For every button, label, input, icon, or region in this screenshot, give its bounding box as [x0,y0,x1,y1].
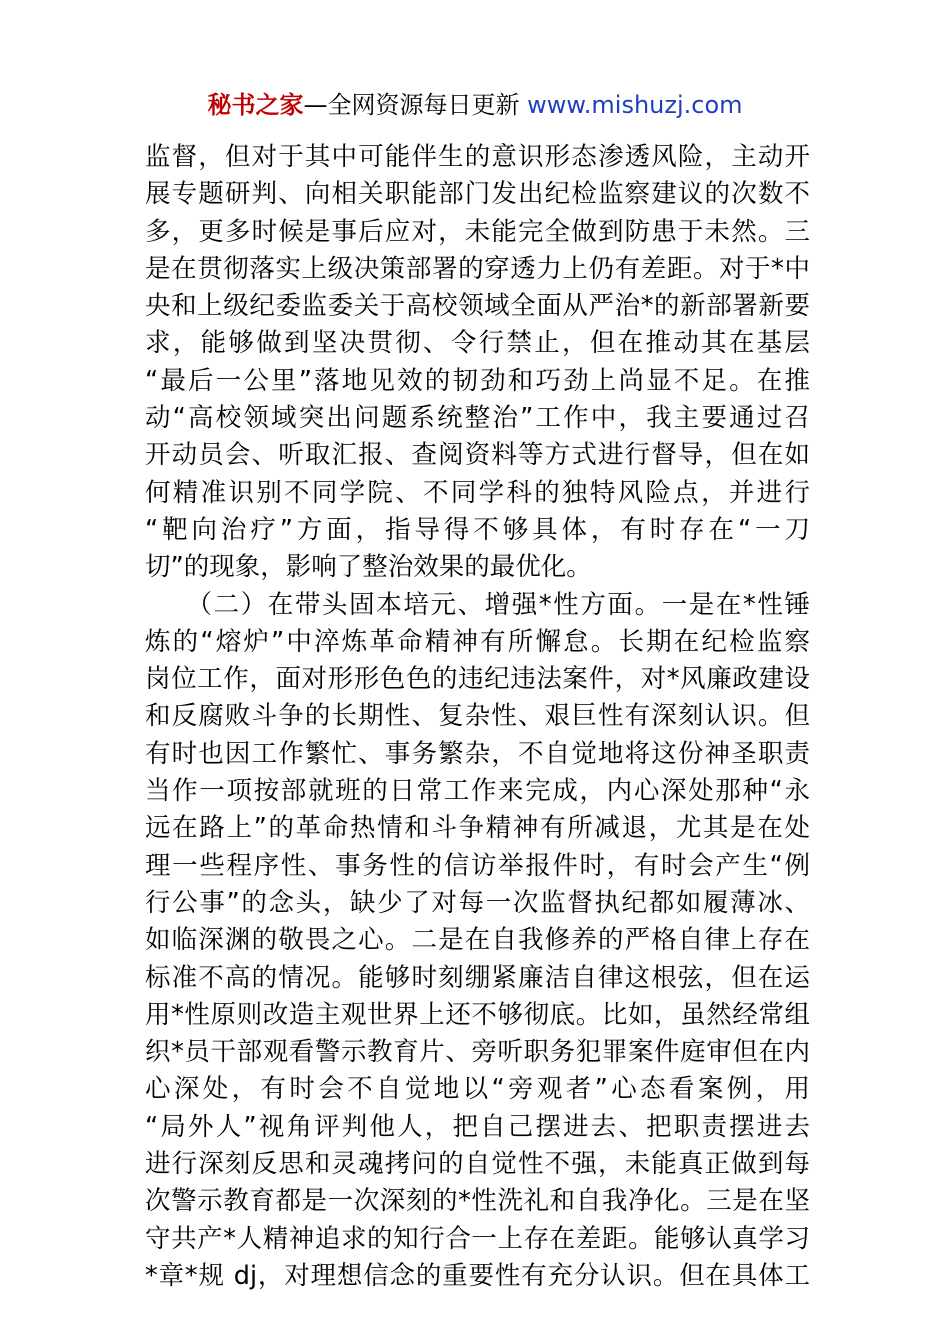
text-line: 远在路上”的革命热情和斗争精神有所减退，尤其是在处 [145,813,810,844]
text-line: 开动员会、听取汇报、查阅资料等方式进行督导，但在如 [145,440,810,471]
text-line: 多，更多时候是事后应对，未能完全做到防患于未然。三 [145,216,810,247]
text-line: 有时也因工作繁忙、事务繁杂，不自觉地将这份神圣职责 [145,738,810,769]
text-line: 监督，但对于其中可能伴生的意识形态渗透风险，主动开 [145,142,810,172]
text-line: 行公事”的念头，缺少了对每一次监督执纪都如履薄冰、 [145,887,810,918]
text-line: “局外人”视角评判他人，把自己摆进去、把职责摆进去 [145,1111,810,1142]
text-line: 次警示教育都是一次深刻的*性洗礼和自我净化。三是在坚 [145,1186,810,1217]
brand-name: 秘书之家 [207,91,304,119]
text-line: 动“高校领域突出问题系统整治”工作中，我主要通过召 [145,403,810,434]
text-line: 切”的现象，影响了整治效果的最优化。 [145,552,592,583]
text-line: （二）在带头固本培元、增强*性方面。一是在*性锤 [145,589,810,620]
site-url-link[interactable]: www.mishuzj.com [527,91,743,119]
text-line: 织*员干部观看警示教育片、旁听职务犯罪案件庭审但在内 [145,1037,810,1068]
text-line: 心深处，有时会不自觉地以“旁观者”心态看案例，用 [145,1074,810,1105]
text-line: 炼的“熔炉”中淬炼革命精神有所懈怠。长期在纪检监察 [145,626,810,657]
text-line: 进行深刻反思和灵魂拷问的自觉性不强，未能真正做到每 [145,1149,810,1180]
text-line: 是在贯彻落实上级决策部署的穿透力上仍有差距。对于*中 [145,253,810,284]
header-tagline: —全网资源每日更新 [303,91,528,119]
text-line: “靶向治疗”方面，指导得不够具体，有时存在“一刀 [145,514,810,545]
text-line: 当作一项按部就班的日常工作来完成，内心深处那种“永 [145,776,810,807]
text-line: *章*规 dj，对理想信念的重要性有充分认识。但在具体工 [145,1260,810,1291]
site-header [0,88,950,122]
text-line: 理一些程序性、事务性的信访举报件时，有时会产生“例 [145,850,810,881]
text-line: 展专题研判、向相关职能部门发出纪检监察建议的次数不 [145,179,810,210]
text-line: 用*性原则改造主观世界上还不够彻底。比如，虽然经常组 [145,999,810,1030]
text-line: 央和上级纪委监委关于高校领域全面从严治*的新部署新要 [145,291,810,322]
text-line: 守共产*人精神追求的知行合一上存在差距。能够认真学习 [145,1223,810,1254]
text-line: 求，能够做到坚决贯彻、令行禁止，但在推动其在基层 [145,328,810,359]
text-line: 岗位工作，面对形形色色的违纪违法案件，对*风廉政建设 [145,664,810,695]
text-line: 何精准识别不同学院、不同学科的独特风险点，并进行 [145,477,810,508]
text-line: 如临深渊的敬畏之心。二是在自我修养的严格自律上存在 [145,925,810,956]
text-line: 和反腐败斗争的长期性、复杂性、艰巨性有深刻认识。但 [145,701,810,732]
document-body [145,139,810,1295]
text-line: 标准不高的情况。能够时刻绷紧廉洁自律这根弦，但在运 [145,962,810,993]
text-line: “最后一公里”落地见效的韧劲和巧劲上尚显不足。在推 [145,365,810,396]
